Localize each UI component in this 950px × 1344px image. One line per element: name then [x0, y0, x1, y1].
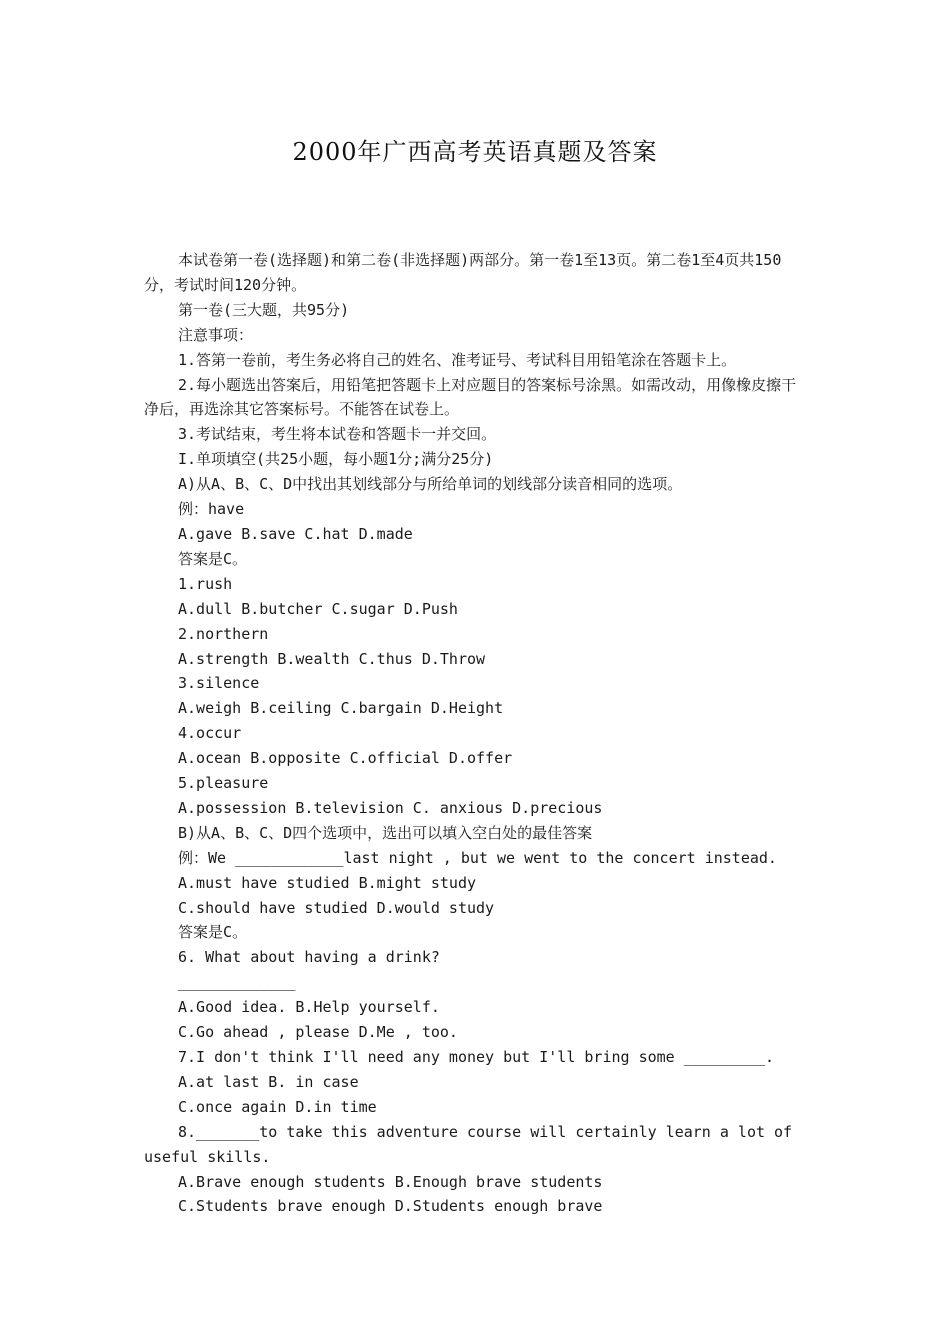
intro-paragraph: 本试卷第一卷(选择题)和第二卷(非选择题)两部分。第一卷1至13页。第二卷1至4页共150分，考试时间120分钟。 [144, 251, 782, 294]
example-word: 例：have [178, 500, 245, 519]
partB-example-stem: 例：We ____________last night , but we went to the concert instead. [178, 848, 777, 867]
question-8-options-2: C.Students brave enough D.Students enough brave [178, 1197, 603, 1216]
question-1-word: 1.rush [178, 574, 233, 593]
partB-example-options-1: A.must have studied B.might study [178, 873, 477, 892]
note-1: 1.答第一卷前，考生务必将自己的姓名、准考证号、考试科目用铅笔涂在答题卡上。 [178, 350, 737, 369]
section1-heading: I.单项填空(共25小题，每小题1分;满分25分) [178, 450, 494, 469]
question-8-options-1: A.Brave enough students B.Enough brave students [178, 1172, 603, 1191]
question-7-options-2: C.once again D.in time [178, 1097, 377, 1116]
question-6-blank: _____________ [178, 973, 296, 992]
partB-example-answer: 答案是C。 [178, 923, 248, 942]
example-answer: 答案是C。 [178, 549, 248, 568]
question-1-options: A.dull B.butcher C.sugar D.Push [178, 599, 458, 618]
partA-heading: A)从A、B、C、D中找出其划线部分与所给单词的划线部分读音相同的选项。 [178, 475, 683, 494]
notes-heading: 注意事项： [178, 325, 254, 344]
question-4-word: 4.occur [178, 724, 242, 743]
note-3: 3.考试结束，考生将本试卷和答题卡一并交回。 [178, 425, 497, 444]
question-7-stem: 7.I don't think I'll need any money but I'll bring some _________. [178, 1048, 775, 1066]
question-2-options: A.strength B.wealth C.thus D.Throw [178, 649, 486, 668]
question-3-word: 3.silence [178, 674, 260, 693]
partB-heading: B)从A、B、C、D四个选项中，选出可以填入空白处的最佳答案 [178, 823, 593, 842]
part1-heading: 第一卷(三大题，共95分) [178, 300, 350, 319]
question-2-word: 2.northern [178, 624, 269, 643]
question-6-stem: 6. What about having a drink? [178, 948, 440, 967]
example-options: A.gave B.save C.hat D.made [178, 524, 413, 543]
document-body [144, 248, 810, 1219]
question-3-options: A.weigh B.ceiling C.bargain D.Height [178, 699, 504, 718]
document-title: 2000年广西高考英语真题及答案 [292, 138, 658, 166]
question-6-options-1: A.Good idea. B.Help yourself. [178, 998, 440, 1017]
question-7-options-1: A.at last B. in case [178, 1072, 359, 1091]
question-4-options: A.ocean B.opposite C.official D.offer [178, 749, 513, 768]
partB-example-options-2: C.should have studied D.would study [178, 898, 495, 917]
question-6-options-2: C.Go ahead , please D.Me , too. [178, 1023, 458, 1042]
question-8-stem: 8._______to take this adventure course will certainly learn a lot of useful skills. [144, 1122, 802, 1166]
question-5-word: 5.pleasure [178, 774, 269, 793]
note-2: 2.每小题选出答案后，用铅笔把答题卡上对应题目的答案标号涂黑。如需改动，用像橡皮擦干净后，再选涂其它答案标号。不能答在试卷上。 [144, 375, 797, 419]
question-5-options: A.possession B.television C. anxious D.precious [178, 798, 603, 817]
